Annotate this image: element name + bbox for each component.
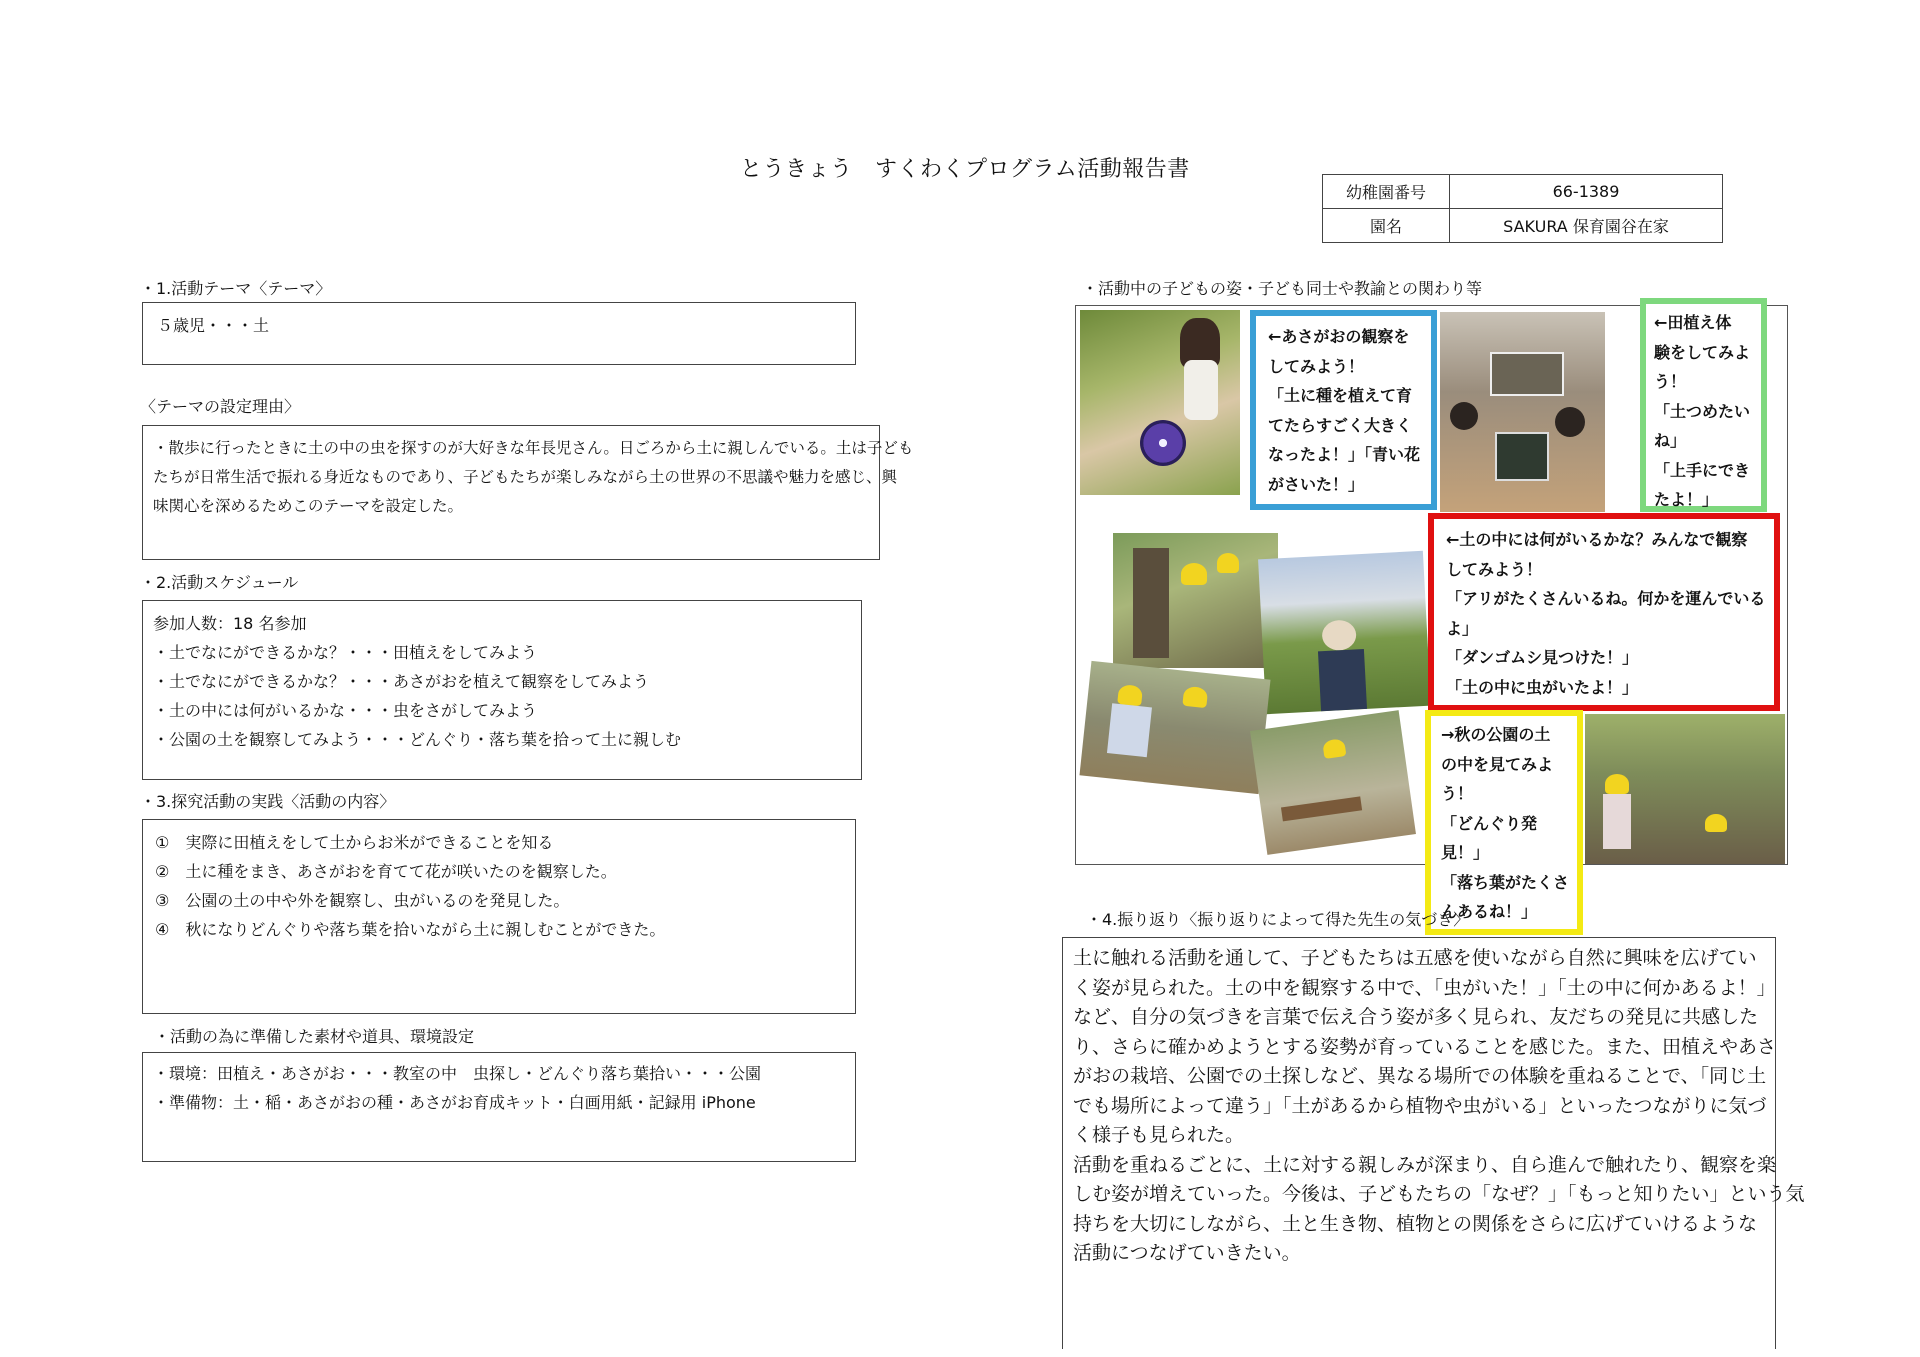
callout-line: 「土の中に虫がいたよ！」 xyxy=(1446,677,1639,697)
schedule-line: ・土でなにができるかな？・・・あさがおを植えて観察をしてみよう xyxy=(153,672,650,691)
section4-heading: ・4.振り返り〈振り返りによって得た先生の気づき〉 xyxy=(1086,910,1470,929)
callout-line: てたらすごく大きく xyxy=(1268,415,1413,435)
callout-line: たよ！」 xyxy=(1654,490,1719,509)
reason-line: ・散歩に行ったときに土の中の虫を探すのが大好きな年長児さん。日ごろから土に親しんでいる。土は子ども xyxy=(153,439,914,457)
schedule-line: ・土でなにができるかな？・・・田植えをしてみよう xyxy=(153,643,538,662)
callout-autumn-park xyxy=(1425,710,1583,935)
reflection-line: 持ちを大切にしながら、土と生き物、植物との関係をさらに広げていけるような xyxy=(1073,1212,1758,1235)
practice-line: ④ 秋になりどんぐりや落ち葉を拾いながら土に親しむことができた。 xyxy=(155,920,666,939)
rice-planting-photo xyxy=(1440,312,1605,512)
materials-line: ・環境：田植え・あさがお・・・教室の中 虫探し・どんぐり落ち葉拾い・・・公園 xyxy=(153,1064,762,1083)
callout-line: の中を見てみよ xyxy=(1441,754,1554,774)
callout-line: 「土つめたい xyxy=(1654,401,1751,421)
reflection-line: り、さらに確かめようとする姿勢が育っていることを感じた。また、田植えやあさ xyxy=(1073,1035,1777,1058)
callout-line: ←土の中には何がいるかな？みんなで観察 xyxy=(1446,530,1748,549)
callout-line: →秋の公園の土 xyxy=(1441,725,1551,744)
bug-search-photo-4 xyxy=(1250,710,1416,855)
autumn-park-photo xyxy=(1585,714,1785,864)
callout-bug-search xyxy=(1428,513,1780,711)
theme-box xyxy=(142,302,856,365)
reflection-line: く姿が見られた。土の中を観察する中で、「虫がいた！」「土の中に何かあるよ！」 xyxy=(1073,976,1776,999)
callout-line: してみよう！ xyxy=(1446,559,1543,579)
callout-line: 「上手にでき xyxy=(1654,460,1751,480)
callout-line: してみよう！ xyxy=(1268,356,1365,376)
practice-box xyxy=(142,819,856,1014)
practice-line: ③ 公園の土の中や外を観察し、虫がいるのを発見した。 xyxy=(155,891,570,910)
morning-glory-photo xyxy=(1080,310,1240,495)
callout-line: う！ xyxy=(1654,372,1687,391)
callout-line: ←田植え体 xyxy=(1654,313,1732,332)
reason-box xyxy=(142,425,914,560)
callout-line: 見！」 xyxy=(1441,843,1490,862)
practice-line: ② 土に種をまき、あさがおを育てて花が咲いたのを観察した。 xyxy=(155,862,617,881)
section3-heading: ・3.探究活動の実践〈活動の内容〉 xyxy=(140,792,396,811)
reason-line: 味関心を深めるためこのテーマを設定した。 xyxy=(153,497,464,515)
practice-line: ① 実際に田植えをして土からお米ができることを知る xyxy=(155,833,554,852)
reflection-line: しむ姿が増えていった。今後は、子どもたちの「なぜ？」「もっと知りたい」という気 xyxy=(1073,1183,1805,1205)
bug-search-photo-2 xyxy=(1258,551,1431,714)
info-label-number: 幼稚園番号 xyxy=(1323,175,1450,209)
callout-line: ←あさがおの観察を xyxy=(1268,327,1410,346)
reason-heading: 〈テーマの設定理由〉 xyxy=(140,397,301,416)
reflection-line: 活動につなげていきたい。 xyxy=(1073,1242,1301,1264)
callout-line: なったよ！」「青い花 xyxy=(1268,445,1421,464)
info-value-name: SAKURA 保育園谷在家 xyxy=(1450,209,1723,243)
reflection-line: がおの栽培、公園での土探しなど、異なる場所での体験を重ねることで、「同じ土 xyxy=(1073,1065,1767,1087)
materials-box xyxy=(142,1052,856,1162)
info-row xyxy=(1323,175,1723,209)
materials-line: ・準備物：土・稲・あさがおの種・あさがお育成キット・白画用紙・記録用 iPhone xyxy=(153,1093,756,1112)
callout-line: 験をしてみよ xyxy=(1654,342,1751,362)
callout-line: 「どんぐり発 xyxy=(1441,813,1538,833)
section1-heading: ・1.活動テーマ〈テーマ〉 xyxy=(140,279,332,298)
bug-search-photo-3 xyxy=(1079,661,1270,794)
callout-line: ね」 xyxy=(1654,431,1687,450)
bug-search-photo-1 xyxy=(1113,533,1278,668)
section2-heading: ・2.活動スケジュール xyxy=(140,573,299,592)
reflection-box xyxy=(1062,937,1805,1349)
kindergarten-info-table xyxy=(1322,174,1723,243)
materials-heading: ・活動の為に準備した素材や道具、環境設定 xyxy=(154,1027,475,1046)
reflection-line: く様子も見られた。 xyxy=(1073,1124,1245,1146)
callout-line: 「土に種を植えて育 xyxy=(1268,386,1413,405)
page-title: とうきょう すくわくプログラム活動報告書 xyxy=(740,157,1190,182)
schedule-line: ・土の中には何がいるかな・・・虫をさがしてみよう xyxy=(153,701,538,720)
callout-line: よ」 xyxy=(1446,618,1479,638)
info-row xyxy=(1323,209,1723,243)
activity-heading: ・活動中の子どもの姿・子ども同士や教諭との関わり等 xyxy=(1082,279,1483,298)
info-label-name: 園名 xyxy=(1323,209,1450,243)
reason-line: たちが日常生活で振れる身近なものであり、子どもたちが楽しみながら土の世界の不思議や魅力を感じ、興 xyxy=(153,468,898,486)
callout-line: 「アリがたくさんいるね。何かを運んでいる xyxy=(1446,589,1766,608)
callout-line: がさいた！」 xyxy=(1268,474,1365,494)
callout-line: 「ダンゴムシ見つけた！」 xyxy=(1446,648,1639,667)
callout-line: んあるね！」 xyxy=(1441,902,1538,921)
schedule-line: 参加人数：18 名参加 xyxy=(153,614,307,633)
callout-morning-glory xyxy=(1250,310,1437,510)
reflection-line: でも場所によって違う」「土があるから植物や虫がいる」といったつながりに気づ xyxy=(1073,1094,1767,1117)
reflection-line: など、自分の気づきを言葉で伝え合う姿が多く見られ、友だちの発見に共感した xyxy=(1073,1006,1759,1028)
callout-line: 「落ち葉がたくさ xyxy=(1441,872,1570,892)
schedule-line: ・公園の土を観察してみよう・・・どんぐり・落ち葉を拾って土に親しむ xyxy=(153,730,682,749)
callout-line: う！ xyxy=(1441,784,1474,803)
reflection-line: 活動を重ねるごとに、土に対する親しみが深まり、自ら進んで触れたり、観察を楽 xyxy=(1073,1153,1777,1176)
reflection-line: 土に触れる活動を通して、子どもたちは五感を使いながら自然に興味を広げてい xyxy=(1073,947,1757,969)
schedule-box xyxy=(142,600,862,780)
theme-text: ５歳児・・・土 xyxy=(157,316,270,335)
info-value-number: 66-1389 xyxy=(1450,175,1723,209)
callout-rice-planting xyxy=(1640,298,1767,512)
